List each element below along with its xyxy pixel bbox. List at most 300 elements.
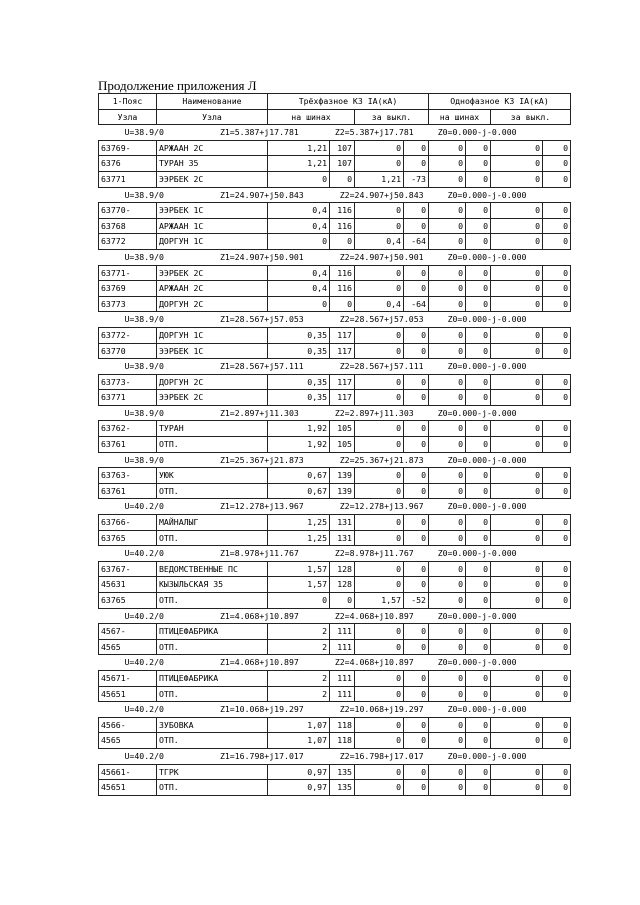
table-row: [99, 686, 571, 702]
1ph-breaker-current: 0: [491, 156, 543, 172]
1ph-bus-current: 0: [429, 717, 466, 733]
node-name: ЭЭРБЕК 2С: [157, 171, 268, 187]
header-3ph-breaker: за выкл.: [355, 109, 429, 125]
3ph-breaker-angle: 0: [404, 577, 429, 593]
z1-label: Z1=24.907+j50.901: [219, 251, 304, 262]
table-row: [99, 717, 571, 733]
1ph-bus-current: 0: [429, 265, 466, 281]
group-parameters: [99, 125, 571, 141]
group-parameters: [99, 546, 571, 562]
node-name: ПТИЦЕФАБРИКА: [157, 624, 268, 640]
3ph-breaker-angle: 0: [404, 561, 429, 577]
1ph-bus-angle: 0: [466, 733, 491, 749]
group-header-row: [99, 499, 571, 515]
z2-label: Z2=4.068+j10.897: [334, 657, 414, 668]
z1-label: Z1=10.068+j19.297: [219, 704, 304, 715]
1ph-bus-current: 0: [429, 171, 466, 187]
3ph-bus-current: 2: [268, 670, 330, 686]
3ph-breaker-current: 0: [355, 156, 404, 172]
z2-label: Z2=4.068+j10.897: [334, 610, 414, 621]
1ph-breaker-angle: 0: [543, 374, 571, 390]
3ph-bus-angle: 105: [330, 437, 355, 453]
z0-label: Z0=0.000-j-0.000: [437, 548, 517, 559]
1ph-bus-angle: 0: [466, 234, 491, 250]
node-id: 63762-: [99, 421, 157, 437]
3ph-breaker-current: 0: [355, 639, 404, 655]
1ph-bus-angle: 0: [466, 156, 491, 172]
3ph-breaker-angle: 0: [404, 468, 429, 484]
node-name: ОТП.: [157, 530, 268, 546]
1ph-breaker-current: 0: [491, 327, 543, 343]
3ph-bus-angle: 139: [330, 483, 355, 499]
voltage-label: U=38.9/0: [124, 407, 164, 418]
1ph-breaker-angle: 0: [543, 764, 571, 780]
table-row: [99, 218, 571, 234]
1ph-breaker-angle: 0: [543, 624, 571, 640]
z0-label: Z0=0.000-j-0.000: [447, 501, 527, 512]
node-name: ОТП.: [157, 639, 268, 655]
3ph-breaker-current: 0: [355, 530, 404, 546]
table-row: [99, 203, 571, 219]
3ph-breaker-angle: 0: [404, 639, 429, 655]
header-single-phase: Однофазное КЗ IA(кА): [429, 94, 571, 110]
1ph-bus-angle: 0: [466, 296, 491, 312]
3ph-breaker-current: 0: [355, 390, 404, 406]
1ph-bus-current: 0: [429, 421, 466, 437]
1ph-bus-angle: 0: [466, 639, 491, 655]
group-parameters: [99, 748, 571, 764]
table-row: [99, 140, 571, 156]
1ph-bus-current: 0: [429, 343, 466, 359]
header-1ph-bus: на шинах: [429, 109, 491, 125]
3ph-bus-angle: 128: [330, 561, 355, 577]
1ph-breaker-current: 0: [491, 343, 543, 359]
z0-label: Z0=0.000-j-0.000: [437, 127, 517, 138]
3ph-breaker-angle: 0: [404, 686, 429, 702]
3ph-bus-angle: 116: [330, 203, 355, 219]
group-header-row: [99, 702, 571, 718]
1ph-breaker-angle: 0: [543, 203, 571, 219]
voltage-label: U=38.9/0: [124, 454, 164, 465]
1ph-bus-angle: 0: [466, 515, 491, 531]
1ph-breaker-angle: 0: [543, 156, 571, 172]
1ph-breaker-current: 0: [491, 733, 543, 749]
group-header-row: [99, 405, 571, 421]
1ph-breaker-angle: 0: [543, 171, 571, 187]
group-header-row: [99, 312, 571, 328]
3ph-bus-angle: 0: [330, 593, 355, 609]
1ph-breaker-angle: 0: [543, 780, 571, 796]
3ph-breaker-angle: 0: [404, 670, 429, 686]
3ph-bus-current: 1,57: [268, 577, 330, 593]
1ph-bus-angle: 0: [466, 343, 491, 359]
3ph-bus-current: 1,21: [268, 140, 330, 156]
1ph-breaker-current: 0: [491, 281, 543, 297]
3ph-breaker-current: 0: [355, 421, 404, 437]
3ph-breaker-angle: 0: [404, 343, 429, 359]
3ph-bus-current: 1,07: [268, 733, 330, 749]
1ph-bus-angle: 0: [466, 686, 491, 702]
node-name: ТГРК: [157, 764, 268, 780]
1ph-bus-angle: 0: [466, 780, 491, 796]
3ph-bus-angle: 139: [330, 468, 355, 484]
1ph-breaker-angle: 0: [543, 639, 571, 655]
node-id: 63769-: [99, 140, 157, 156]
1ph-breaker-angle: 0: [543, 515, 571, 531]
voltage-label: U=38.9/0: [124, 314, 164, 325]
3ph-breaker-current: 0: [355, 717, 404, 733]
1ph-bus-current: 0: [429, 468, 466, 484]
3ph-bus-angle: 117: [330, 327, 355, 343]
3ph-bus-current: 0,97: [268, 764, 330, 780]
3ph-breaker-angle: 0: [404, 733, 429, 749]
node-id: 63770-: [99, 203, 157, 219]
3ph-bus-current: 0,67: [268, 468, 330, 484]
z0-label: Z0=0.000-j-0.000: [447, 704, 527, 715]
z1-label: Z1=4.068+j10.897: [219, 657, 299, 668]
1ph-breaker-angle: 0: [543, 265, 571, 281]
node-id: 63771: [99, 390, 157, 406]
z2-label: Z2=28.567+j57.053: [339, 314, 424, 325]
node-name: ВЕДОМСТВЕННЫЕ ПС: [157, 561, 268, 577]
3ph-bus-current: 1,25: [268, 515, 330, 531]
voltage-label: U=40.2/0: [124, 704, 164, 715]
1ph-bus-current: 0: [429, 764, 466, 780]
1ph-breaker-current: 0: [491, 374, 543, 390]
1ph-breaker-current: 0: [491, 780, 543, 796]
1ph-bus-angle: 0: [466, 374, 491, 390]
1ph-breaker-angle: 0: [543, 218, 571, 234]
3ph-breaker-angle: 0: [404, 140, 429, 156]
node-name: ЭЭРБЕК 1С: [157, 343, 268, 359]
group-parameters: [99, 249, 571, 265]
node-id: 63771-: [99, 265, 157, 281]
node-id: 63768: [99, 218, 157, 234]
header-name: Наименование: [157, 94, 268, 110]
3ph-breaker-current: 0: [355, 686, 404, 702]
3ph-breaker-angle: 0: [404, 327, 429, 343]
3ph-breaker-angle: -52: [404, 593, 429, 609]
node-id: 63761: [99, 437, 157, 453]
z2-label: Z2=25.367+j21.873: [339, 454, 424, 465]
node-id: 63763-: [99, 468, 157, 484]
3ph-breaker-angle: 0: [404, 390, 429, 406]
3ph-breaker-current: 0: [355, 764, 404, 780]
3ph-breaker-angle: 0: [404, 515, 429, 531]
node-id: 63761: [99, 483, 157, 499]
1ph-breaker-angle: 0: [543, 421, 571, 437]
node-name: ОТП.: [157, 733, 268, 749]
1ph-bus-angle: 0: [466, 203, 491, 219]
1ph-bus-current: 0: [429, 593, 466, 609]
node-id: 45631: [99, 577, 157, 593]
table-row: [99, 327, 571, 343]
3ph-bus-current: 0,35: [268, 327, 330, 343]
z1-label: Z1=5.387+j17.781: [219, 127, 299, 138]
voltage-label: U=40.2/0: [124, 657, 164, 668]
node-name: МАЙНАЛЫГ: [157, 515, 268, 531]
3ph-bus-angle: 105: [330, 421, 355, 437]
1ph-breaker-angle: 0: [543, 468, 571, 484]
1ph-breaker-current: 0: [491, 296, 543, 312]
group-header-row: [99, 748, 571, 764]
1ph-breaker-current: 0: [491, 390, 543, 406]
group-header-row: [99, 608, 571, 624]
1ph-breaker-angle: 0: [543, 343, 571, 359]
table-row: [99, 374, 571, 390]
3ph-bus-current: 0: [268, 296, 330, 312]
3ph-bus-current: 0,67: [268, 483, 330, 499]
table-row: [99, 670, 571, 686]
3ph-breaker-current: 0,4: [355, 234, 404, 250]
1ph-breaker-angle: 0: [543, 733, 571, 749]
1ph-bus-angle: 0: [466, 140, 491, 156]
group-header-row: [99, 249, 571, 265]
table-row: [99, 265, 571, 281]
1ph-breaker-angle: 0: [543, 281, 571, 297]
z0-label: Z0=0.000-j-0.000: [437, 610, 517, 621]
3ph-bus-current: 0: [268, 593, 330, 609]
3ph-bus-angle: 107: [330, 140, 355, 156]
z1-label: Z1=8.978+j11.767: [219, 548, 299, 559]
group-parameters: [99, 702, 571, 718]
z0-label: Z0=0.000-j-0.000: [447, 314, 527, 325]
3ph-bus-current: 0: [268, 171, 330, 187]
1ph-bus-current: 0: [429, 577, 466, 593]
1ph-breaker-current: 0: [491, 624, 543, 640]
table-row: [99, 437, 571, 453]
node-id: 45651: [99, 686, 157, 702]
3ph-breaker-angle: 0: [404, 624, 429, 640]
3ph-breaker-current: 0: [355, 780, 404, 796]
3ph-bus-angle: 111: [330, 686, 355, 702]
1ph-breaker-angle: 0: [543, 561, 571, 577]
1ph-breaker-current: 0: [491, 515, 543, 531]
3ph-bus-angle: 0: [330, 171, 355, 187]
node-name: ДОРГУН 1С: [157, 327, 268, 343]
node-id: 4566-: [99, 717, 157, 733]
3ph-bus-angle: 0: [330, 234, 355, 250]
z1-label: Z1=28.567+j57.053: [219, 314, 304, 325]
3ph-bus-angle: 131: [330, 530, 355, 546]
z2-label: Z2=16.798+j17.017: [339, 750, 424, 761]
3ph-bus-current: 0,4: [268, 281, 330, 297]
1ph-bus-current: 0: [429, 203, 466, 219]
3ph-breaker-angle: 0: [404, 374, 429, 390]
group-parameters: [99, 452, 571, 468]
3ph-breaker-angle: 0: [404, 203, 429, 219]
group-header-row: [99, 125, 571, 141]
1ph-bus-current: 0: [429, 390, 466, 406]
group-header-row: [99, 187, 571, 203]
table-row: [99, 343, 571, 359]
3ph-breaker-current: 0: [355, 281, 404, 297]
table-row: [99, 156, 571, 172]
node-name: ОТП.: [157, 483, 268, 499]
z1-label: Z1=16.798+j17.017: [219, 750, 304, 761]
1ph-breaker-current: 0: [491, 686, 543, 702]
3ph-bus-angle: 116: [330, 265, 355, 281]
3ph-breaker-current: 0: [355, 265, 404, 281]
3ph-breaker-angle: 0: [404, 483, 429, 499]
z2-label: Z2=28.567+j57.111: [339, 361, 424, 372]
group-parameters: [99, 359, 571, 375]
node-id: 63767-: [99, 561, 157, 577]
voltage-label: U=38.9/0: [124, 361, 164, 372]
table-row: [99, 764, 571, 780]
node-name: ОТП.: [157, 780, 268, 796]
3ph-breaker-angle: 0: [404, 717, 429, 733]
header-3ph-bus: на шинах: [268, 109, 355, 125]
node-id: 4565: [99, 639, 157, 655]
node-id: 45661-: [99, 764, 157, 780]
1ph-breaker-angle: 0: [543, 327, 571, 343]
table-row: [99, 639, 571, 655]
3ph-bus-current: 1,21: [268, 156, 330, 172]
node-name: ОТП.: [157, 593, 268, 609]
group-parameters: [99, 187, 571, 203]
3ph-breaker-current: 0,4: [355, 296, 404, 312]
1ph-bus-current: 0: [429, 530, 466, 546]
voltage-label: U=38.9/0: [124, 127, 164, 138]
3ph-bus-angle: 131: [330, 515, 355, 531]
1ph-breaker-current: 0: [491, 421, 543, 437]
z2-label: Z2=24.907+j50.843: [339, 189, 424, 200]
3ph-breaker-angle: 0: [404, 281, 429, 297]
1ph-bus-angle: 0: [466, 281, 491, 297]
1ph-bus-current: 0: [429, 780, 466, 796]
node-name: ТУРАН: [157, 421, 268, 437]
3ph-bus-angle: 135: [330, 780, 355, 796]
header-three-phase: Трёхфазное КЗ IA(кА): [268, 94, 429, 110]
3ph-bus-angle: 107: [330, 156, 355, 172]
1ph-bus-current: 0: [429, 218, 466, 234]
1ph-breaker-current: 0: [491, 561, 543, 577]
1ph-bus-angle: 0: [466, 421, 491, 437]
1ph-bus-angle: 0: [466, 530, 491, 546]
3ph-breaker-angle: -64: [404, 234, 429, 250]
node-name: АРЖААН 2С: [157, 281, 268, 297]
1ph-bus-current: 0: [429, 639, 466, 655]
voltage-label: U=40.2/0: [124, 610, 164, 621]
3ph-bus-angle: 117: [330, 390, 355, 406]
3ph-breaker-angle: 0: [404, 530, 429, 546]
1ph-breaker-current: 0: [491, 265, 543, 281]
1ph-bus-angle: 0: [466, 218, 491, 234]
1ph-breaker-current: 0: [491, 234, 543, 250]
table-row: [99, 733, 571, 749]
z2-label: Z2=8.978+j11.767: [334, 548, 414, 559]
3ph-breaker-current: 0: [355, 343, 404, 359]
3ph-bus-angle: 128: [330, 577, 355, 593]
3ph-bus-current: 2: [268, 639, 330, 655]
table-row: [99, 780, 571, 796]
1ph-breaker-angle: 0: [543, 140, 571, 156]
table-row: [99, 561, 571, 577]
table-row: [99, 577, 571, 593]
3ph-breaker-current: 0: [355, 218, 404, 234]
node-name: КЫЗЫЛЬСКАЯ 35: [157, 577, 268, 593]
3ph-breaker-current: 0: [355, 624, 404, 640]
z1-label: Z1=4.068+j10.897: [219, 610, 299, 621]
table-row: [99, 296, 571, 312]
node-id: 63765: [99, 530, 157, 546]
voltage-label: U=38.9/0: [124, 189, 164, 200]
3ph-bus-current: 1,57: [268, 561, 330, 577]
1ph-breaker-angle: 0: [543, 390, 571, 406]
node-name: УЮК: [157, 468, 268, 484]
table-row: [99, 530, 571, 546]
1ph-breaker-current: 0: [491, 764, 543, 780]
header-row-1: [99, 94, 571, 110]
3ph-breaker-current: 0: [355, 483, 404, 499]
node-id: 63765: [99, 593, 157, 609]
table-row: [99, 483, 571, 499]
3ph-bus-current: 2: [268, 624, 330, 640]
3ph-bus-current: 0,4: [268, 265, 330, 281]
1ph-bus-angle: 0: [466, 468, 491, 484]
node-id: 4565: [99, 733, 157, 749]
1ph-bus-current: 0: [429, 281, 466, 297]
node-id: 63770: [99, 343, 157, 359]
1ph-bus-angle: 0: [466, 577, 491, 593]
node-name: ЭЭРБЕК 2С: [157, 265, 268, 281]
1ph-bus-angle: 0: [466, 717, 491, 733]
3ph-bus-angle: 117: [330, 343, 355, 359]
1ph-breaker-angle: 0: [543, 593, 571, 609]
1ph-breaker-angle: 0: [543, 234, 571, 250]
1ph-bus-angle: 0: [466, 593, 491, 609]
3ph-bus-current: 0,4: [268, 203, 330, 219]
short-circuit-table: [98, 93, 571, 796]
3ph-breaker-angle: 0: [404, 764, 429, 780]
z1-label: Z1=12.278+j13.967: [219, 501, 304, 512]
1ph-breaker-current: 0: [491, 437, 543, 453]
3ph-bus-angle: 135: [330, 764, 355, 780]
node-name: ЭЭРБЕК 1С: [157, 203, 268, 219]
1ph-bus-current: 0: [429, 296, 466, 312]
3ph-breaker-current: 1,57: [355, 593, 404, 609]
1ph-bus-current: 0: [429, 670, 466, 686]
1ph-bus-current: 0: [429, 561, 466, 577]
page-caption: Продолжение приложения Л: [98, 78, 257, 93]
z2-label: Z2=10.068+j19.297: [339, 704, 424, 715]
z0-label: Z0=0.000-j-0.000: [447, 189, 527, 200]
1ph-bus-angle: 0: [466, 624, 491, 640]
3ph-breaker-current: 0: [355, 515, 404, 531]
3ph-breaker-current: 0: [355, 561, 404, 577]
1ph-bus-angle: 0: [466, 171, 491, 187]
voltage-label: U=38.9/0: [124, 251, 164, 262]
node-id: 63769: [99, 281, 157, 297]
3ph-breaker-angle: 0: [404, 421, 429, 437]
table-row: [99, 515, 571, 531]
1ph-breaker-current: 0: [491, 171, 543, 187]
1ph-bus-angle: 0: [466, 327, 491, 343]
z1-label: Z1=2.897+j11.303: [219, 407, 299, 418]
voltage-label: U=40.2/0: [124, 501, 164, 512]
1ph-bus-current: 0: [429, 483, 466, 499]
3ph-breaker-current: 0: [355, 437, 404, 453]
3ph-bus-current: 0,97: [268, 780, 330, 796]
3ph-bus-angle: 111: [330, 639, 355, 655]
table-row: [99, 390, 571, 406]
1ph-breaker-current: 0: [491, 577, 543, 593]
voltage-label: U=40.2/0: [124, 548, 164, 559]
3ph-breaker-current: 0: [355, 203, 404, 219]
1ph-bus-current: 0: [429, 327, 466, 343]
1ph-bus-current: 0: [429, 733, 466, 749]
